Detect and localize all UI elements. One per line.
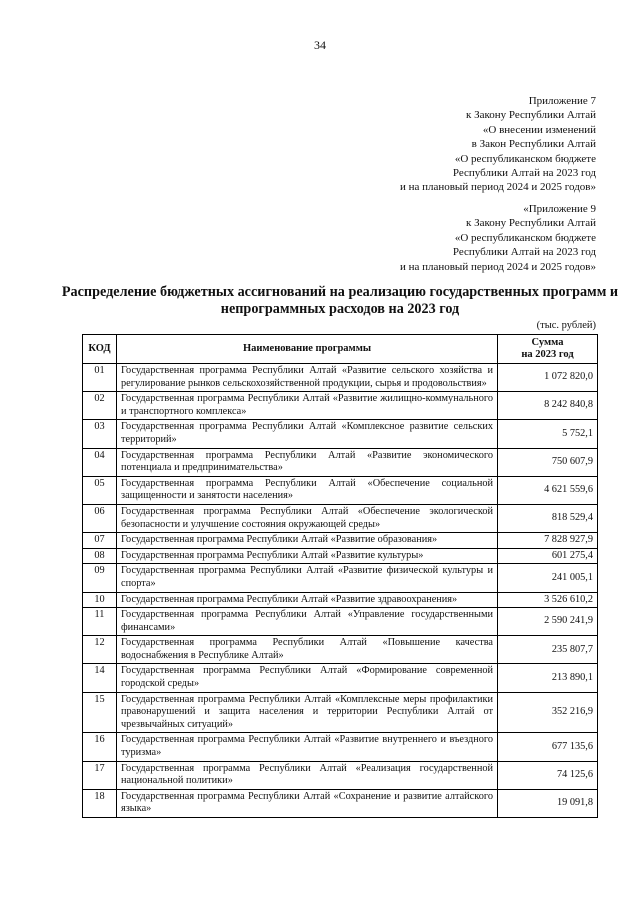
row-amount: 213 890,1 — [498, 664, 598, 692]
table-row — [83, 608, 598, 636]
row-program-name: Государственная программа Республики Алтай «Обеспечение социальной защищенности и занятости населения» — [117, 476, 498, 504]
row-code: 11 — [83, 608, 117, 636]
appendix-7-line: к Закону Республики Алтай — [466, 109, 596, 122]
table-row — [83, 364, 598, 392]
header-sum — [498, 335, 598, 364]
appendix-9-line: Республики Алтай на 2023 год — [452, 246, 596, 259]
appendix-9-caption — [400, 202, 596, 274]
appendix-7-line: Приложение 7 — [528, 95, 596, 107]
row-amount: 4 621 559,6 — [498, 476, 598, 504]
table-row — [83, 476, 598, 504]
row-code: 12 — [83, 636, 117, 664]
table-row — [83, 789, 598, 817]
row-amount: 352 216,9 — [498, 692, 598, 733]
row-amount: 7 828 927,9 — [498, 533, 598, 549]
appendix-9-line: «О республиканском бюджете — [454, 231, 596, 244]
row-code: 18 — [83, 789, 117, 817]
table-row — [83, 692, 598, 733]
table-row — [83, 592, 598, 608]
row-amount: 8 242 840,8 — [498, 392, 598, 420]
appendix-9-line: и на плановый период 2024 и 2025 годов» — [399, 260, 596, 273]
table-row — [83, 564, 598, 592]
table-row — [83, 548, 598, 564]
row-code: 14 — [83, 664, 117, 692]
row-program-name: Государственная программа Республики Алтай «Развитие здравоохранения» — [117, 592, 498, 608]
table-body — [83, 364, 598, 818]
row-amount: 601 275,4 — [498, 548, 598, 564]
header-program-name: Наименование программы — [117, 335, 498, 364]
row-program-name: Государственная программа Республики Алтай «Реализация государственной национальной политики» — [117, 761, 498, 789]
appendix-9-line: к Закону Республики Алтай — [466, 217, 596, 230]
appendix-7-line: и на плановый период 2024 и 2025 годов» — [399, 181, 596, 194]
row-code: 03 — [83, 420, 117, 448]
table-row — [83, 392, 598, 420]
document-title: Распределение бюджетных ассигнований на реализацию государственных программ и непрограммных расходов на 2023 год — [61, 284, 619, 317]
row-code: 16 — [83, 733, 117, 761]
row-program-name: Государственная программа Республики Алтай «Управление государственными финансами» — [117, 608, 498, 636]
row-code: 09 — [83, 564, 117, 592]
header-sum-line: на 2023 год — [521, 349, 574, 360]
table-row — [83, 504, 598, 532]
row-program-name: Государственная программа Республики Алтай «Развитие экономического потенциала и предпринимательства» — [117, 448, 498, 476]
row-program-name: Государственная программа Республики Алтай «Развитие жилищно-коммунального и транспортного комплекса» — [117, 392, 498, 420]
row-amount: 750 607,9 — [498, 448, 598, 476]
row-program-name: Государственная программа Республики Алтай «Развитие внутреннего и въездного туризма» — [117, 733, 498, 761]
page-number: 34 — [314, 38, 326, 52]
row-program-name: Государственная программа Республики Алтай «Сохранение и развитие алтайского языка» — [117, 789, 498, 817]
table-row — [83, 733, 598, 761]
row-code: 07 — [83, 533, 117, 549]
row-amount: 1 072 820,0 — [498, 364, 598, 392]
row-code: 04 — [83, 448, 117, 476]
budget-table — [82, 334, 598, 818]
row-program-name: Государственная программа Республики Алтай «Повышение качества водоснабжения в Республике Алтай» — [117, 636, 498, 664]
row-program-name: Государственная программа Республики Алтай «Развитие сельского хозяйства и регулирование рынков сельскохозяйственной продукции, сырья и продовольствия» — [117, 364, 498, 392]
appendix-7-line: в Закон Республики Алтай — [471, 138, 596, 151]
row-amount: 235 807,7 — [498, 636, 598, 664]
row-amount: 19 091,8 — [498, 789, 598, 817]
appendix-7-caption — [400, 94, 596, 195]
row-amount: 74 125,6 — [498, 761, 598, 789]
row-amount: 241 005,1 — [498, 564, 598, 592]
table-row — [83, 664, 598, 692]
row-code: 06 — [83, 504, 117, 532]
row-program-name: Государственная программа Республики Алтай «Развитие образования» — [117, 533, 498, 549]
row-program-name: Государственная программа Республики Алтай «Комплексное развитие сельских территорий» — [117, 420, 498, 448]
units-label: (тыс. рублей) — [536, 320, 596, 331]
row-code: 05 — [83, 476, 117, 504]
row-code: 08 — [83, 548, 117, 564]
row-amount: 677 135,6 — [498, 733, 598, 761]
row-amount: 3 526 610,2 — [498, 592, 598, 608]
row-program-name: Государственная программа Республики Алтай «Развитие культуры» — [117, 548, 498, 564]
row-code: 10 — [83, 592, 117, 608]
row-program-name: Государственная программа Республики Алтай «Обеспечение экологической безопасности и улучшение состояния окружающей среды» — [117, 504, 498, 532]
table-row — [83, 636, 598, 664]
header-sum-line: Сумма — [531, 336, 564, 348]
appendix-7-line: «О внесении изменений — [482, 123, 596, 136]
table-header-row — [83, 335, 598, 364]
appendix-9-line: «Приложение 9 — [523, 203, 596, 215]
row-code: 02 — [83, 392, 117, 420]
row-amount: 818 529,4 — [498, 504, 598, 532]
table-row — [83, 533, 598, 549]
row-program-name: Государственная программа Республики Алтай «Формирование современной городской среды» — [117, 664, 498, 692]
row-code: 01 — [83, 364, 117, 392]
row-program-name: Государственная программа Республики Алтай «Развитие физической культуры и спорта» — [117, 564, 498, 592]
row-program-name: Государственная программа Республики Алтай «Комплексные меры профилактики правонарушений и защита населения и территории Республики Алтай от чрезвычайных ситуаций» — [117, 692, 498, 733]
row-amount: 5 752,1 — [498, 420, 598, 448]
row-code: 15 — [83, 692, 117, 733]
row-amount: 2 590 241,9 — [498, 608, 598, 636]
table-row — [83, 420, 598, 448]
appendix-7-line: Республики Алтай на 2023 год — [452, 167, 596, 180]
row-code: 17 — [83, 761, 117, 789]
appendix-7-line: «О республиканском бюджете — [454, 152, 596, 165]
table-row — [83, 761, 598, 789]
header-code: КОД — [83, 335, 117, 364]
table-row — [83, 448, 598, 476]
